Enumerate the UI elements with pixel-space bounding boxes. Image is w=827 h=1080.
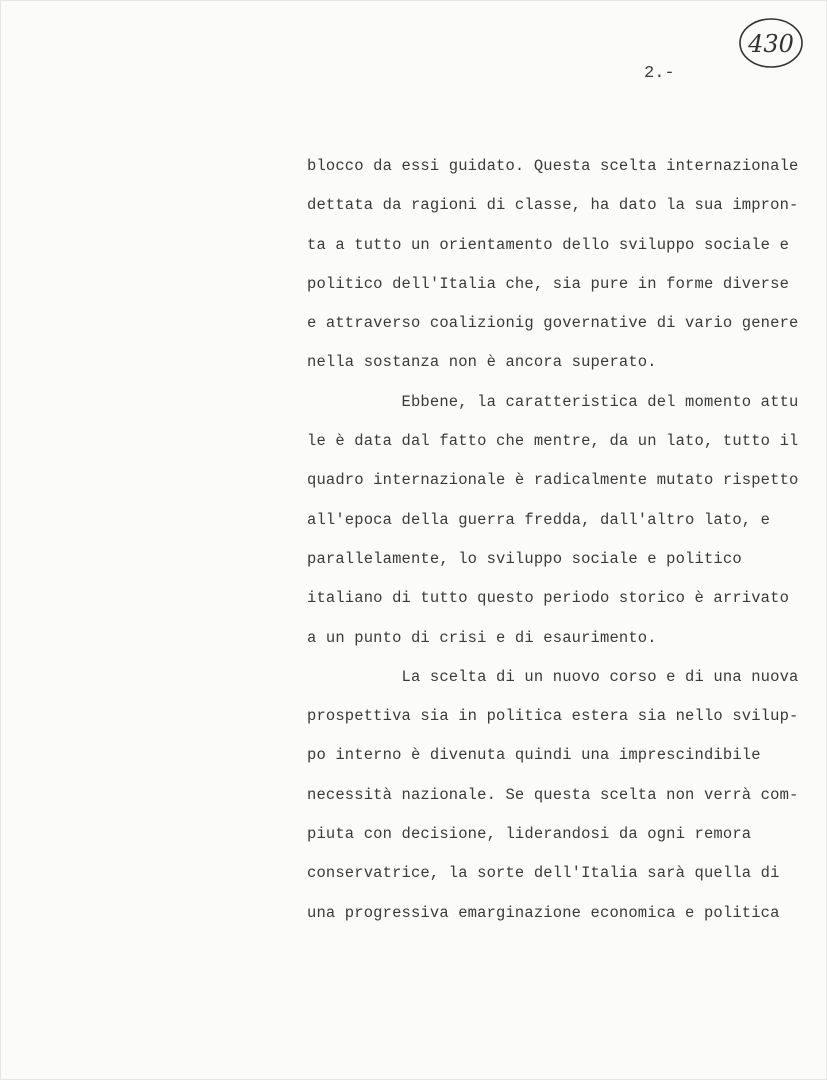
text-line: dettata da ragioni di classe, ha dato la sua impron-	[307, 196, 799, 215]
text-line: La scelta di un nuovo corso e di una nuova	[307, 667, 799, 686]
text-line: parallelamente, lo sviluppo sociale e politico	[307, 549, 742, 568]
text-line: a un punto di crisi e di esaurimento.	[307, 628, 657, 647]
text-line: nella sostanza non è ancora superato.	[307, 353, 657, 372]
body-text	[307, 147, 827, 933]
text-line: ta a tutto un orientamento dello sviluppo sociale e	[307, 235, 790, 254]
page-number: 2.-	[644, 64, 675, 83]
archive-stamp	[738, 16, 804, 70]
text-line: una progressiva emarginazione economica e politica	[307, 903, 780, 922]
text-line: all'epoca della guerra fredda, dall'altro lato, e	[307, 510, 771, 529]
text-line: piuta con decisione, liderandosi da ogni remora	[307, 825, 752, 844]
text-line: quadro internazionale è radicalmente mutato rispetto	[307, 471, 799, 490]
text-line: blocco da essi guidato. Questa scelta internazionale	[307, 157, 799, 175]
stamp-number: 430	[748, 30, 794, 58]
text-line: conservatrice, la sorte dell'Italia sarà quella di	[307, 864, 780, 883]
text-line: e attraverso coalizionig governative di vario genere	[307, 314, 799, 333]
text-line: po interno è divenuta quindi una imprescindibile	[307, 746, 761, 765]
text-line: necessità nazionale. Se questa scelta non verrà com-	[307, 785, 799, 804]
text-line: prospettiva sia in politica estera sia nello svilup-	[307, 707, 799, 726]
text-line: politico dell'Italia che, sia pure in forme diverse	[307, 274, 790, 293]
text-line: italiano di tutto questo periodo storico è arrivato	[307, 589, 790, 608]
text-line: Ebbene, la caratteristica del momento attu	[307, 392, 799, 411]
text-line: le è data dal fatto che mentre, da un lato, tutto il	[307, 432, 799, 451]
